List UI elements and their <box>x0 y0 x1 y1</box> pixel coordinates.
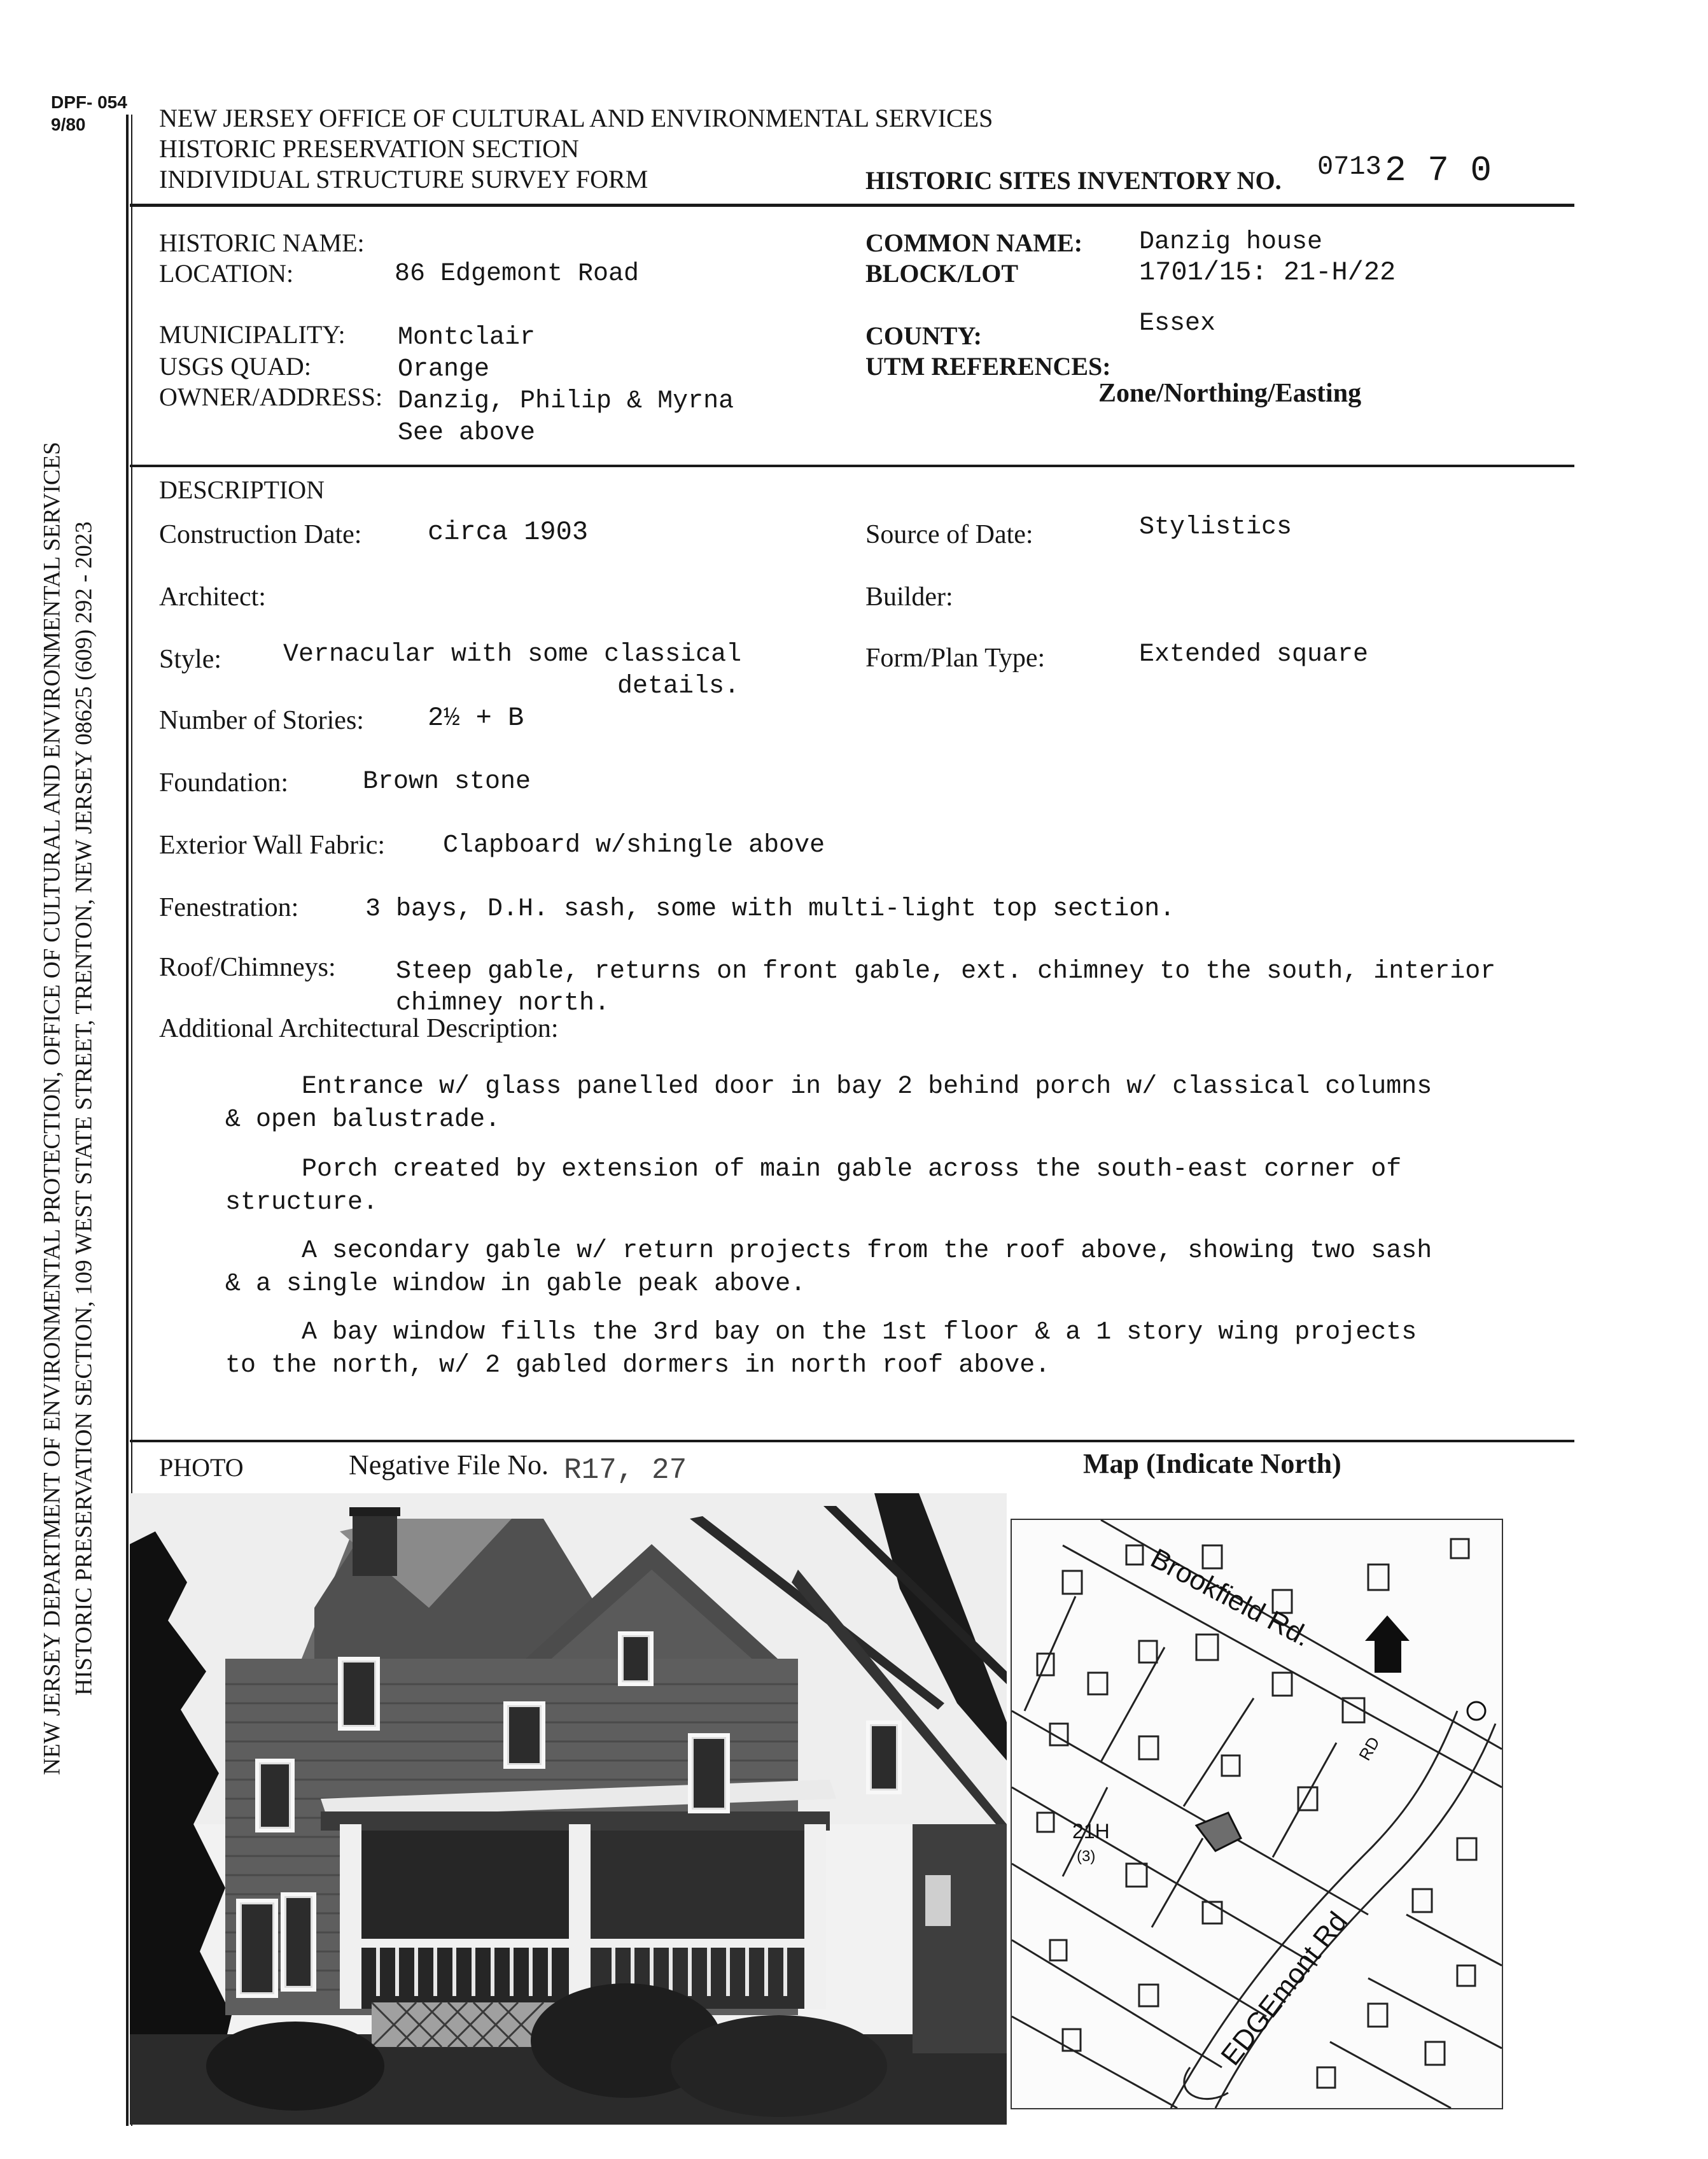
municipality-label: MUNICIPALITY: <box>159 320 346 349</box>
wall-fabric-label: Exterior Wall Fabric: <box>159 831 386 860</box>
usgs-quad-label: USGS QUAD: <box>159 352 311 381</box>
wall-fabric-value: Clapboard w/shingle above <box>443 831 825 860</box>
description-paragraph-3: A secondary gable w/ return projects from the roof above, showing two sash & a single window in gable peak above. <box>225 1237 1432 1298</box>
common-name-label: COMMON NAME: <box>865 229 1083 257</box>
map-street-brookfield: Brookfield Rd. <box>1145 1542 1316 1653</box>
historic-name-label: HISTORIC NAME: <box>159 229 365 257</box>
construction-date-value: circa 1903 <box>428 517 589 547</box>
description-paragraph-2: Porch created by extension of main gable across the south-east corner of structure. <box>225 1155 1402 1217</box>
county-value: Essex <box>1139 309 1216 338</box>
utm-label: UTM REFERENCES: <box>865 352 1111 381</box>
description-paragraph-1: Entrance w/ glass panelled door in bay 2 behind porch w/ classical columns & open balustrade. <box>225 1072 1432 1134</box>
photo-section-rule <box>130 1440 1574 1442</box>
municipality-value: Montclair <box>398 323 536 352</box>
location-value: 86 Edgemont Road <box>395 260 640 288</box>
builder-label: Builder: <box>865 582 953 612</box>
stories-value: 2½ + B <box>428 703 524 733</box>
negative-file-label: Negative File No. <box>349 1449 549 1480</box>
description-paragraph-4: A bay window fills the 3rd bay on the 1st floor & a 1 story wing projects to the north, w/ 2 gabled dormers in north roof above. <box>225 1318 1417 1380</box>
inventory-label: HISTORIC SITES INVENTORY NO. <box>865 166 1282 195</box>
form-plan-label: Form/Plan Type: <box>865 643 1046 673</box>
photo-label: PHOTO <box>159 1453 244 1482</box>
county-label: COUNTY: <box>865 321 982 350</box>
construction-date-label: Construction Date: <box>159 520 362 549</box>
location-label: LOCATION: <box>159 259 294 288</box>
form-code: DPF- 054 <box>51 92 127 112</box>
agency-title: NEW JERSEY OFFICE OF CULTURAL AND ENVIRONMENTAL SERVICES <box>159 104 993 132</box>
inventory-number: 2 7 0 <box>1385 150 1492 191</box>
form-revision: 9/80 <box>51 115 86 134</box>
location-map <box>1011 1519 1503 2109</box>
map-parcel-sub: (3) <box>1077 1848 1096 1865</box>
location-map-drawing <box>1012 1520 1502 2108</box>
inventory-prefix: 0713 <box>1317 151 1382 182</box>
description-heading: DESCRIPTION <box>159 475 325 504</box>
usgs-quad-value: Orange <box>398 355 490 384</box>
side-text-line2: HISTORIC PRESERVATION SECTION, 109 WEST STATE STREET, TRENTON, NEW JERSEY 08625 (609) 292 - 2023 <box>71 521 97 1696</box>
owner-value: Danzig, Philip & Myrna <box>398 387 734 416</box>
foundation-label: Foundation: <box>159 768 289 798</box>
roof-chimneys-label: Roof/Chimneys: <box>159 953 336 982</box>
foundation-value: Brown stone <box>363 768 531 796</box>
style-value-line1: Vernacular with some classical <box>283 640 742 669</box>
house-photo <box>130 1493 1007 2125</box>
block-lot-label: BLOCK/LOT <box>865 259 1019 288</box>
source-of-date-label: Source of Date: <box>865 520 1033 549</box>
header-rule <box>130 204 1574 207</box>
roof-value-line1: Steep gable, returns on front gable, ext. chimney to the south, interior <box>396 957 1496 986</box>
negative-file-value: R17, 27 <box>564 1454 687 1487</box>
form-title: INDIVIDUAL STRUCTURE SURVEY FORM <box>159 165 648 193</box>
map-parcel-label: 21H <box>1072 1820 1110 1843</box>
owner-label: OWNER/ADDRESS: <box>159 383 383 411</box>
source-of-date-value: Stylistics <box>1139 513 1292 542</box>
roof-value-line2: chimney north. <box>396 989 610 1018</box>
fenestration-value: 3 bays, D.H. sash, some with multi-light top section. <box>365 895 1175 924</box>
house-photo-drawing <box>130 1493 1007 2125</box>
map-label: Map (Indicate North) <box>1083 1448 1341 1479</box>
stories-label: Number of Stories: <box>159 706 364 735</box>
owner-address-value: See above <box>398 419 536 447</box>
style-label: Style: <box>159 645 222 674</box>
map-street-edgemont: EDGEmont Rd <box>1215 1906 1354 2072</box>
description-rule <box>130 465 1574 467</box>
section-title: HISTORIC PRESERVATION SECTION <box>159 134 579 163</box>
style-value-line2: details. <box>617 672 740 701</box>
fenestration-label: Fenestration: <box>159 893 299 922</box>
block-lot-value: 1701/15: 21-H/22 <box>1139 257 1396 288</box>
architect-label: Architect: <box>159 582 266 612</box>
common-name-value: Danzig house <box>1139 228 1323 257</box>
side-text-line1: NEW JERSEY DEPARTMENT OF ENVIRONMENTAL PROTECTION, OFFICE OF CULTURAL AND ENVIRONMENTAL SERVICES <box>39 442 66 1775</box>
map-rd-label: RD <box>1355 1733 1383 1764</box>
left-vertical-rule-outer <box>126 115 129 2126</box>
additional-description-label: Additional Architectural Description: <box>159 1014 559 1043</box>
utm-sublabel: Zone/Northing/Easting <box>1098 379 1362 408</box>
form-plan-value: Extended square <box>1139 640 1369 669</box>
